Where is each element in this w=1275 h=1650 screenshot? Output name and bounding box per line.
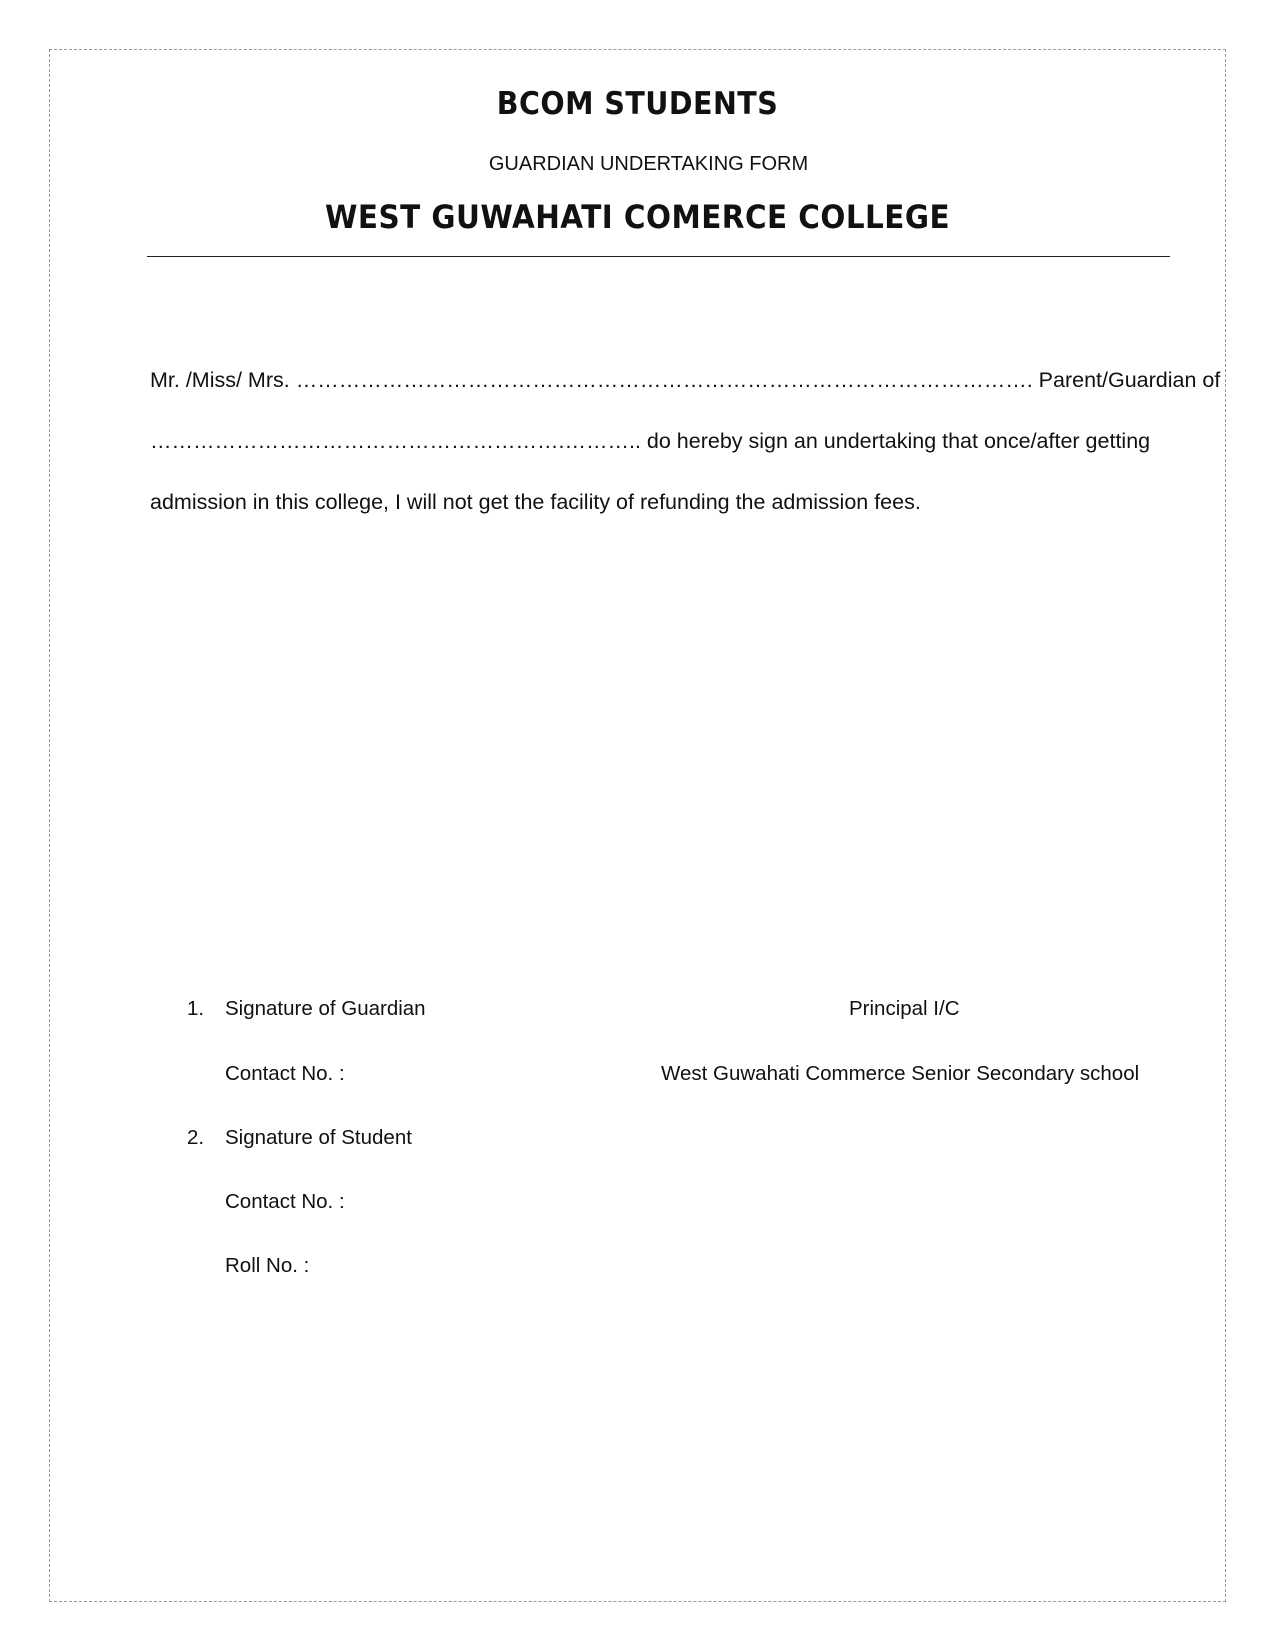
student-contact-label: Contact No. : <box>225 1190 345 1213</box>
form-title: BCOM STUDENTS <box>496 86 779 122</box>
college-name: WEST GUWAHATI COMERCE COLLEGE <box>324 198 951 236</box>
student-roll-label: Roll No. : <box>225 1254 310 1277</box>
page-border <box>49 49 1226 1602</box>
list-number-1: 1. <box>187 997 205 1020</box>
guardian-contact-label: Contact No. : <box>225 1062 345 1085</box>
list-number-2: 2. <box>187 1126 205 1149</box>
guardian-signature-label: Signature of Guardian <box>225 997 426 1020</box>
form-subtitle: GUARDIAN UNDERTAKING FORM <box>488 153 809 175</box>
undertaking-line-student: ………………………………………………….……….. do hereby sign an undertaking that once/after getting <box>150 429 1151 453</box>
school-name: West Guwahati Commerce Senior Secondary school <box>661 1062 1140 1085</box>
principal-label: Principal I/C <box>849 997 960 1020</box>
header-divider <box>147 256 1170 257</box>
undertaking-line-guardian: Mr. /Miss/ Mrs. …………………………………………………………………………………………. Parent/Guardian of <box>150 368 1221 392</box>
student-signature-label: Signature of Student <box>225 1126 412 1149</box>
undertaking-line-refund: admission in this college, I will not get the facility of refunding the admission fees. <box>150 490 921 514</box>
